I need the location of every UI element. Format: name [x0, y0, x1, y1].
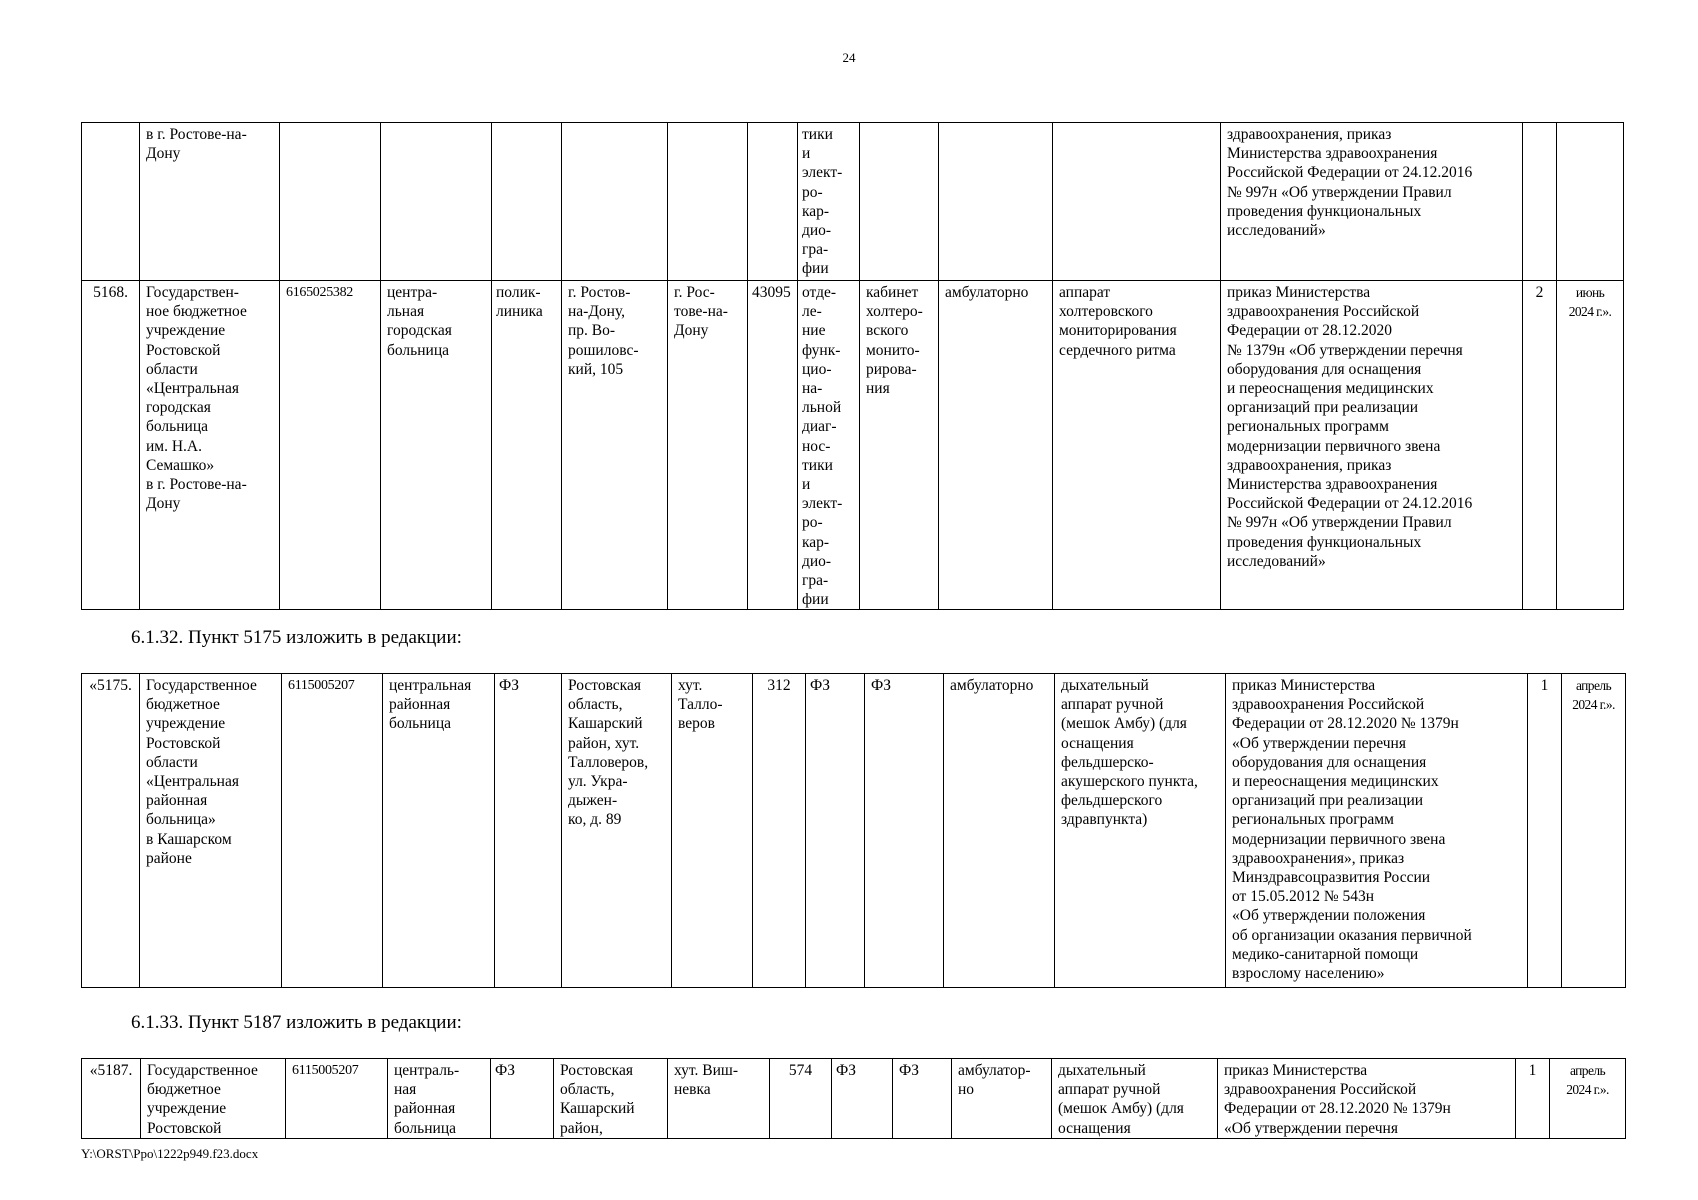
organization-type	[381, 123, 492, 281]
department-cell: ФЗ	[832, 1059, 893, 1139]
locality-cell	[668, 123, 748, 281]
legal-basis-cell: приказ Министерства здравоохранения Российской Федерации от 28.12.2020 № 1379н «Об утверждении перечня оборудования для оснащения и переоснащения медицинских организаций при реализации региональных программ модернизации первичного звена здравоохранения, приказ Министерства здравоохранения Российской Федерации от 24.12.2016 № 997н «Об утверждении Правил проведения функциональных исследований»	[1221, 281, 1523, 610]
equipment-cell: дыхательный аппарат ручной (мешок Амбу) (для оснащения	[1052, 1059, 1218, 1139]
row-number: «5187.	[82, 1059, 141, 1139]
inn-cell: 6115005207	[286, 1059, 388, 1139]
quantity-cell: 1	[1528, 674, 1562, 988]
quantity-cell: 1	[1516, 1059, 1550, 1139]
equipment-cell: дыхательный аппарат ручной (мешок Амбу) (для оснащения фельдшерско- акушерского пункта, фельдшерского здравпункта)	[1055, 674, 1226, 988]
legal-basis-cell: приказ Министерства здравоохранения Российской Федерации от 28.12.2020 № 1379н «Об утверждении перечня оборудования для оснащения и переоснащения медицинских организаций при реализации региональных программ модернизации первичного звена здравоохранения», приказ Минздравсоцразвития России от 15.05.2012 № 543н «Об утверждении положения об организации оказания первичной медико-санитарной помощи взрослому населению»	[1226, 674, 1528, 988]
inn-cell	[280, 123, 381, 281]
table-row	[82, 674, 1626, 988]
subdivision-cell: ФЗ	[491, 1059, 554, 1139]
subdivision-cell	[492, 123, 562, 281]
page-number: 24	[842, 50, 856, 65]
register-table-5175	[81, 673, 1626, 988]
row-number	[82, 123, 140, 281]
date-cell: апрель 2024 г.».	[1550, 1059, 1626, 1139]
address-cell: г. Ростов- на-Дону, пр. Во- рошиловс- кий, 105	[562, 281, 668, 610]
register-table-5187	[81, 1058, 1626, 1139]
equipment-cell	[1053, 123, 1221, 281]
cabinet-cell: ФЗ	[865, 674, 944, 988]
address-cell: Ростовская область, Кашарский район, хут. Талловеров, ул. Укра- дыжен- ко, д. 89	[562, 674, 672, 988]
legal-basis-cell: приказ Министерства здравоохранения Российской Федерации от 28.12.2020 № 1379н «Об утверждении перечня	[1218, 1059, 1516, 1139]
equipment-cell: аппарат холтеровского мониторирования сердечного ритма	[1053, 281, 1221, 610]
row-number: 5168.	[82, 281, 140, 610]
locality-cell: хут. Талло- веров	[672, 674, 753, 988]
table-row	[82, 1059, 1626, 1139]
department-cell: ФЗ	[806, 674, 865, 988]
register-table-continuation	[81, 122, 1624, 610]
locality-cell: г. Рос- тове-на- Дону	[668, 281, 748, 610]
inn-cell: 6115005207	[282, 674, 383, 988]
quantity-cell	[1523, 123, 1557, 281]
date-cell: июнь 2024 г.».	[1557, 281, 1624, 610]
population-cell: 574	[770, 1059, 832, 1139]
inn-cell: 6165025382	[280, 281, 381, 610]
legal-basis-cell: здравоохранения, приказ Министерства здравоохранения Российской Федерации от 24.12.2016 № 997н «Об утверждении Правил проведения функциональных исследований»	[1221, 123, 1523, 281]
department-cell: тики и элект- ро- кар- дио- гра- фии	[798, 123, 860, 281]
population-cell: 43095	[748, 281, 798, 610]
date-cell	[1557, 123, 1624, 281]
locality-cell: хут. Виш- невка	[668, 1059, 770, 1139]
cabinet-cell: ФЗ	[893, 1059, 952, 1139]
footer-file-path: Y:\ORST\Ppo\1222p949.f23.docx	[81, 1146, 259, 1161]
organization-type: центральная районная больница	[383, 674, 495, 988]
address-cell: Ростовская область, Кашарский район,	[554, 1059, 668, 1139]
organization-name: Государственное бюджетное учреждение Ростовской	[141, 1059, 286, 1139]
organization-type: централь- ная районная больница	[388, 1059, 491, 1139]
organization-name: Государственное бюджетное учреждение Ростовской области «Центральная районная больница» в Кашарском районе	[140, 674, 282, 988]
date-cell: апрель 2024 г.».	[1562, 674, 1626, 988]
population-cell	[748, 123, 798, 281]
row-number: «5175.	[82, 674, 140, 988]
table-row	[82, 123, 1624, 281]
department-cell: отде- ле- ние функ- цио- на- льной диаг- нос- тики и элект- ро- кар- дио- гра- фии	[798, 281, 860, 610]
care-condition-cell: амбулаторно	[944, 674, 1055, 988]
cabinet-cell: кабинет холтеро- вского монито- рирова- ния	[860, 281, 939, 610]
table-row	[82, 281, 1624, 610]
care-condition-cell: амбулатор- но	[952, 1059, 1052, 1139]
subdivision-cell: полик- линика	[492, 281, 562, 610]
address-cell	[562, 123, 668, 281]
quantity-cell: 2	[1523, 281, 1557, 610]
organization-name: Государствен- ное бюджетное учреждение Ростовской области «Центральная городская больница им. Н.А. Семашко» в г. Ростове-на- Дону	[140, 281, 280, 610]
care-condition-cell	[939, 123, 1053, 281]
organization-type: центра- льная городская больница	[381, 281, 492, 610]
section-heading-5187: 6.1.33. Пункт 5187 изложить в редакции:	[131, 1012, 462, 1033]
organization-name: в г. Ростове-на- Дону	[140, 123, 280, 281]
subdivision-cell: ФЗ	[495, 674, 562, 988]
section-heading-5175: 6.1.32. Пункт 5175 изложить в редакции:	[131, 627, 462, 648]
cabinet-cell	[860, 123, 939, 281]
population-cell: 312	[753, 674, 806, 988]
care-condition-cell: амбулаторно	[939, 281, 1053, 610]
